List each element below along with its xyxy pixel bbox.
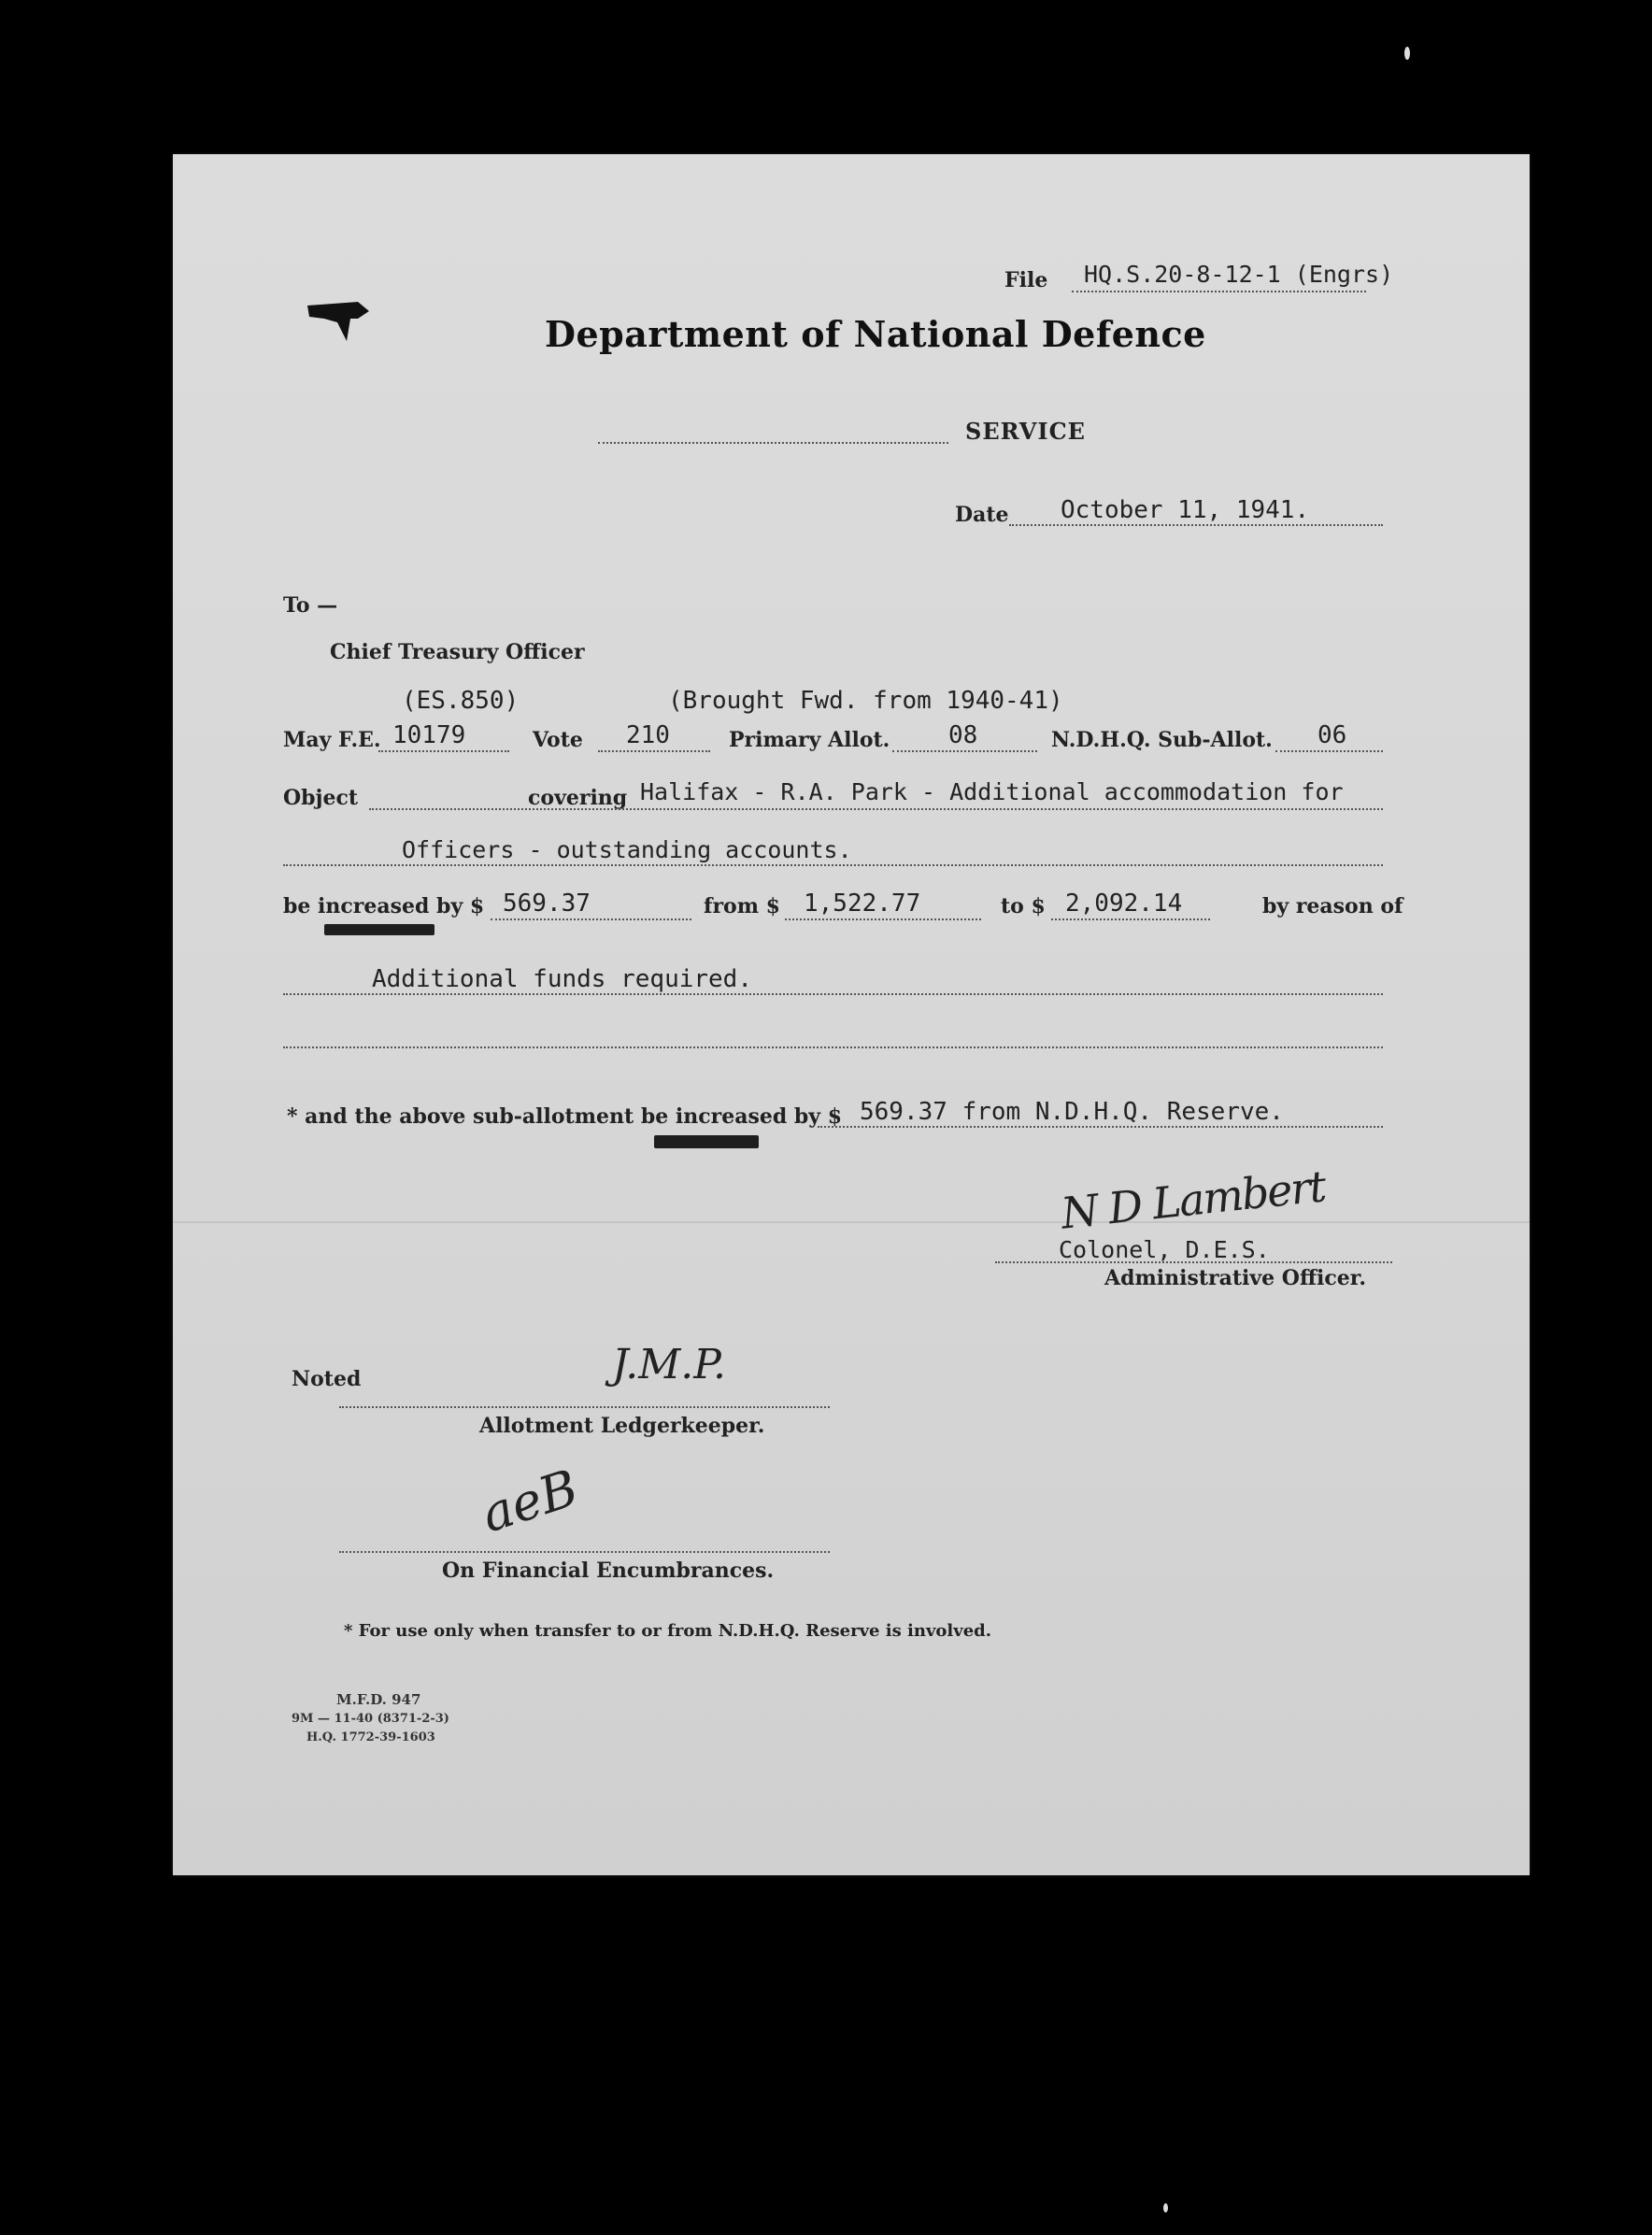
sub-allot-dots <box>1275 750 1383 752</box>
object-line-2: Officers - outstanding accounts. <box>402 836 852 863</box>
fe-dots <box>378 750 509 752</box>
object-label: Object <box>283 786 359 810</box>
officer-signature-text: N D Lambert <box>1058 1160 1328 1239</box>
pointing-hand-icon <box>304 294 378 346</box>
brought-forward-note: (Brought Fwd. from 1940-41) <box>668 687 1063 715</box>
file-number: HQ.S.20-8-12-1 (Engrs) <box>1084 261 1394 288</box>
form-code-1: M.F.D. 947 <box>336 1691 421 1708</box>
es-note: (ES.850) <box>402 687 520 715</box>
may-fe-label: May F.E. <box>283 728 381 752</box>
service-label: SERVICE <box>965 418 1086 445</box>
file-label: File <box>1004 268 1048 292</box>
officer-signature <box>1059 1160 1327 1238</box>
file-dots <box>1072 291 1366 292</box>
sub-allot-label: N.D.H.Q. Sub-Allot. <box>1051 728 1273 752</box>
noted-dots <box>339 1406 830 1408</box>
sub-allotment-value: 569.37 from N.D.H.Q. Reserve. <box>860 1098 1284 1126</box>
encumbrance-dots <box>339 1551 830 1553</box>
from-dots <box>785 918 981 920</box>
encumbrance-label: On Financial Encumbrances. <box>442 1559 775 1583</box>
sub-allotment-label: * and the above sub-allotment be increased by $ <box>287 1104 842 1129</box>
reason-dots-1 <box>283 993 1383 995</box>
reason-text: Additional funds required. <box>372 965 752 993</box>
date-value: October 11, 1941. <box>1061 496 1310 524</box>
form-sheet <box>173 154 1530 1875</box>
vote-label: Vote <box>533 728 583 752</box>
border-speck <box>1163 2203 1168 2213</box>
date-dots <box>1009 524 1383 526</box>
reason-label: by reason of <box>1262 894 1403 918</box>
vote-value: 210 <box>626 721 670 749</box>
increased-label: be increased by $ <box>283 894 485 918</box>
from-label: from $ <box>704 894 780 918</box>
reason-dots-2 <box>283 1046 1383 1048</box>
increase-dots <box>491 918 691 920</box>
object-line-1: Halifax - R.A. Park - Additional accommodation for <box>640 778 1344 805</box>
object-dots-1 <box>369 808 1383 810</box>
fe-value: 10179 <box>392 721 466 749</box>
noted-label: Noted <box>292 1367 362 1391</box>
form-code-2: 9M — 11-40 (8371-2-3) <box>292 1712 449 1726</box>
to-amount-value: 2,092.14 <box>1065 890 1183 918</box>
officer-name-title: Colonel, D.E.S. <box>1059 1236 1270 1263</box>
struck-out-word <box>324 924 434 935</box>
department-title: Department of National Defence <box>545 313 1206 355</box>
officer-role: Administrative Officer. <box>1104 1266 1366 1290</box>
encumbrance-initials: aeB <box>474 1458 586 1545</box>
sub-allot-value: 06 <box>1317 721 1347 749</box>
from-value: 1,522.77 <box>804 890 921 918</box>
to-amount-label: to $ <box>1001 894 1046 918</box>
border-speck <box>1404 47 1410 60</box>
service-dots <box>598 442 948 444</box>
increase-value: 569.37 <box>503 890 591 918</box>
footnote: * For use only when transfer to or from N.D.H.Q. Reserve is involved. <box>344 1621 992 1641</box>
ledgerkeeper-label: Allotment Ledgerkeeper. <box>479 1414 765 1438</box>
date-label-text: Date <box>955 503 1009 527</box>
fold-line <box>173 1221 1530 1223</box>
form-code-3: H.Q. 1772-39-1603 <box>306 1730 435 1744</box>
vote-dots <box>598 750 710 752</box>
sub-allotment-dots <box>818 1126 1383 1128</box>
primary-dots <box>892 750 1037 752</box>
object-dots-2 <box>283 864 1383 866</box>
to-label: To — <box>283 593 338 618</box>
to-value: Chief Treasury Officer <box>330 640 585 664</box>
to-amount-dots <box>1051 918 1210 920</box>
primary-allot-label: Primary Allot. <box>729 728 890 752</box>
primary-allot-value: 08 <box>948 721 978 749</box>
noted-initials: J.M.P. <box>612 1341 726 1388</box>
struck-out-word-2 <box>654 1135 759 1148</box>
covering-label: covering <box>528 786 628 810</box>
